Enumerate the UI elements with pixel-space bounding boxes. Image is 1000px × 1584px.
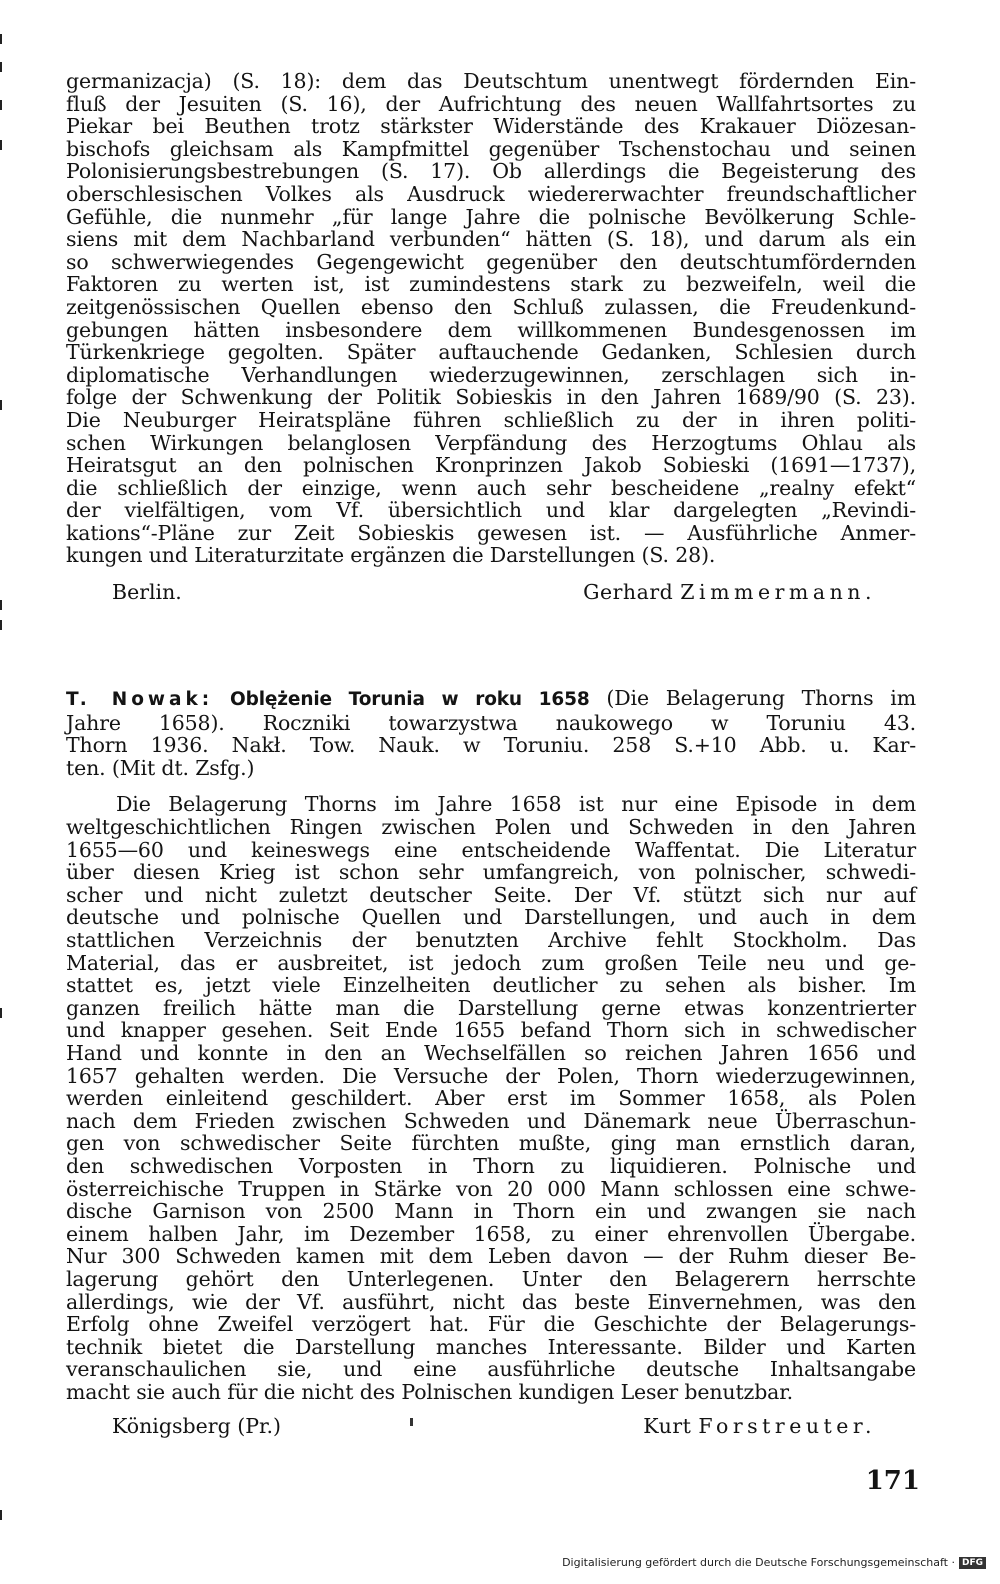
review2-line: technik bietet die Darstellung manches Interessante. Bilder und Karten xyxy=(66,1334,916,1359)
review1-line: Polonisierungsbestrebungen (S. 17). Ob allerdings die Begeisterung des xyxy=(66,159,916,184)
page-body xyxy=(66,70,916,1441)
entry-line-2: Jahre 1658). Roczniki towarzystwa naukowego w Toruniu 43. xyxy=(66,710,916,735)
entry-line-1: T. Nowak: Oblężenie Torunia w roku 1658 (Die Belagerung Thorns im xyxy=(66,686,916,711)
review2-line: dische Garnison von 2500 Mann in Thorn ein und zwangen sie nach xyxy=(66,1199,916,1224)
scan-edge-marks xyxy=(0,0,4,1584)
review1-line: kations“-Pläne zur Zeit Sobieskis gewesen ist. — Ausführliche Anmer- xyxy=(66,520,916,545)
review2-line: werden einleitend geschildert. Aber erst im Sommer 1658, als Polen xyxy=(66,1086,916,1111)
review2-line: Material, das er ausbreitet, ist jedoch zum großen Teile neu und ge- xyxy=(66,950,916,975)
review1-line: schen Wirkungen belanglosen Verpfändung des Herzogtums Ohlau als xyxy=(66,430,916,455)
review2-line: 1655—60 und keineswegs eine entscheidende Waffentat. Die Literatur xyxy=(66,837,916,862)
review-2-text xyxy=(66,793,916,1403)
review1-line: Türkenkriege gegolten. Später auftauchende Gedanken, Schlesien durch xyxy=(66,340,916,365)
review2-line: Die Belagerung Thorns im Jahre 1658 ist nur eine Episode in dem xyxy=(116,792,916,817)
review2-line: allerdings, wie der Vf. ausführt, nicht das beste Einvernehmen, was den xyxy=(66,1289,916,1314)
review2-line: 1657 gehalten werden. Die Versuche der Polen, Thorn wiederzugewinnen, xyxy=(66,1063,916,1088)
review2-line: nach dem Frieden zwischen Schweden und Dänemark neue Überraschun- xyxy=(66,1108,916,1133)
review2-line: über diesen Krieg ist schon sehr umfangreich, von polnischer, schwedi- xyxy=(66,860,916,885)
review2-line: und knapper gesehen. Seit Ende 1655 befand Thorn sich in schwedischer xyxy=(66,1018,916,1043)
review2-line: stattlichen Verzeichnis der benutzten Archive fehlt Stockholm. Das xyxy=(66,928,916,952)
review-1-place: Berlin. xyxy=(112,580,182,605)
entry-title: Oblężenie Torunia w roku 1658 xyxy=(230,689,590,711)
footer-text: Digitalisierung gefördert durch die Deutsche Forschungsgemeinschaft · xyxy=(562,1556,955,1569)
review2-line: lagerung gehört den Unterlegenen. Unter den Belagerern herrschte xyxy=(66,1266,916,1291)
review1-line: bischofs gleichsam als Kampfmittel gegenüber Tschenstochau und seinen xyxy=(66,136,916,161)
review2-line: weltgeschichtlichen Ringen zwischen Polen und Schweden in den Jahren xyxy=(66,815,916,840)
review-2-reviewer: Kurt Forstreuter. xyxy=(643,1414,876,1439)
review2-line: stattet es, jetzt viele Einzelheiten deutlicher zu sehen als bisher. Im xyxy=(66,973,916,998)
review2-line: Erfolg ohne Zweifel verzögert hat. Für die Geschichte der Belagerungs- xyxy=(66,1312,916,1337)
review-1-reviewer: Gerhard Zimmermann. xyxy=(583,580,876,605)
review-1-text xyxy=(66,70,916,567)
entry-line-4: ten. (Mit dt. Zsfg.) xyxy=(66,755,255,780)
review-1-signature xyxy=(66,577,916,607)
dfg-logo: DFG xyxy=(959,1557,986,1569)
review2-line: deutsche und polnische Quellen und Darstellungen, und auch in dem xyxy=(66,905,916,930)
digitization-footer xyxy=(562,1556,986,1569)
review1-line: so schwerwiegendes Gegengewicht gegenüber den deutschtumfördernden xyxy=(66,249,916,274)
review2-line: gen von schwedischer Seite fürchten mußte, ging man ernstlich daran, xyxy=(66,1131,916,1156)
review2-line: veranschaulichen sie, und eine ausführliche deutsche Inhaltsangabe xyxy=(66,1357,916,1382)
review2-line: Hand und konnte in den an Wechselfällen so reichen Jahren 1656 und xyxy=(66,1040,916,1065)
review1-line: die schließlich der einzige, wenn auch sehr bescheidene „realny efekt“ xyxy=(66,475,916,500)
review1-line: gebungen hätten insbesondere dem willkommenen Bundesgenossen im xyxy=(66,317,916,342)
entry-line-3: Thorn 1936. Nakł. Tow. Nauk. w Toruniu. 258 S.+10 Abb. u. Kar- xyxy=(66,733,916,758)
review1-line: folge der Schwenkung der Politik Sobieskis in den Jahren 1689/90 (S. 23). xyxy=(66,385,916,410)
review2-line: Nur 300 Schweden kamen mit dem Leben davon — der Ruhm dieser Be- xyxy=(66,1244,916,1269)
review1-line: zeitgenössischen Quellen ebenso den Schluß zulassen, die Freudenkund- xyxy=(66,294,916,319)
review1-line: oberschlesischen Volkes als Ausdruck wiedererwachter freundschaftlicher xyxy=(66,181,916,206)
review1-line: fluß der Jesuiten (S. 16), der Aufrichtung des neuen Wallfahrtsortes zu xyxy=(66,91,916,116)
entry-author: T. Nowak: xyxy=(66,689,214,711)
review1-line: kungen und Literaturzitate ergänzen die Darstellungen (S. 28). xyxy=(66,543,716,568)
review2-line: scher und nicht zuletzt deutscher Seite. Der Vf. stützt sich nur auf xyxy=(66,882,916,907)
review1-line: der vielfältigen, vom Vf. übersichtlich und klar dargelegten „Revindi- xyxy=(66,498,916,523)
ink-mark xyxy=(410,1418,413,1426)
review2-line: den schwedischen Vorposten in Thorn zu liquidieren. Polnische und xyxy=(66,1153,916,1178)
review1-line: siens mit dem Nachbarland verbunden“ hätten (S. 18), und darum als ein xyxy=(66,227,916,252)
review2-line: ganzen freilich hätte man die Darstellung gerne etwas konzentrierter xyxy=(66,995,916,1020)
review1-line: Die Neuburger Heiratspläne führen schließlich zu der in ihren politi- xyxy=(66,407,916,432)
review1-line: Gefühle, die nunmehr „für lange Jahre die polnische Bevölkerung Schle- xyxy=(66,204,916,229)
review1-line: Piekar bei Beuthen trotz stärkster Widerstände des Krakauer Diözesan- xyxy=(66,114,916,139)
review-2-place: Königsberg (Pr.) xyxy=(112,1414,282,1439)
review2-line: einem halben Jahr, im Dezember 1658, zu einer ehrenvollen Übergabe. xyxy=(66,1221,916,1246)
review1-line: Heiratsgut an den polnischen Kronprinzen Jakob Sobieski (1691—1737), xyxy=(66,453,916,478)
review1-line: diplomatische Verhandlungen wiederzugewinnen, zerschlagen sich in- xyxy=(66,362,916,387)
page-number: 171 xyxy=(865,1466,920,1496)
review-2-signature xyxy=(66,1411,916,1441)
review2-line: macht sie auch für die nicht des Polnischen kundigen Leser benutzbar. xyxy=(66,1379,793,1404)
review2-line: österreichische Truppen in Stärke von 20 000 Mann schlossen eine schwe- xyxy=(66,1176,916,1201)
bibliographic-entry xyxy=(66,687,916,779)
review1-line: Faktoren zu werten ist, ist zumindestens stark zu bezweifeln, weil die xyxy=(66,272,916,297)
review1-line: germanizacja) (S. 18): dem das Deutschtum unentwegt fördernden Ein- xyxy=(66,69,916,93)
